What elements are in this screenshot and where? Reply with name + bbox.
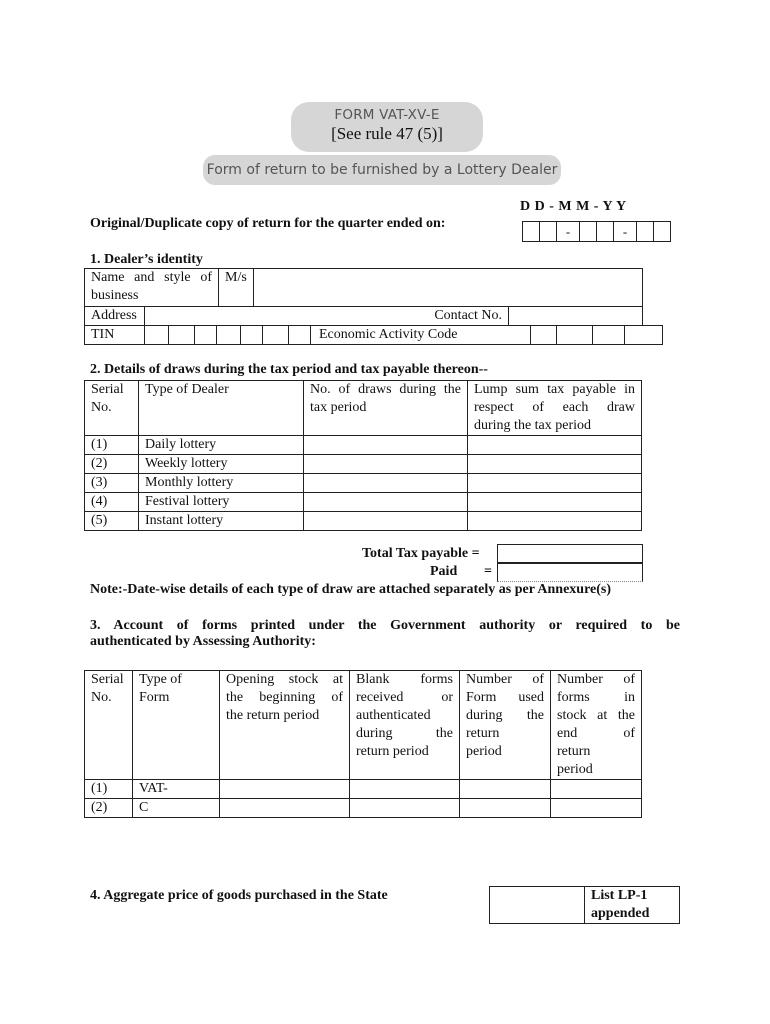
eac-box[interactable] — [531, 326, 557, 345]
draws-input[interactable] — [304, 512, 468, 531]
section1-title: 1. Dealer’s identity — [90, 252, 203, 267]
end-input[interactable] — [551, 799, 642, 818]
tin-label: TIN — [85, 326, 145, 345]
header-text: during the tax period — [474, 418, 592, 433]
end-input[interactable] — [551, 780, 642, 799]
type-cell: Monthly lottery — [139, 474, 304, 493]
tax-input[interactable] — [468, 436, 642, 455]
serial-cell: (5) — [85, 512, 139, 531]
header-text: Form — [139, 690, 170, 705]
header-end — [551, 671, 642, 780]
header-text: received or — [356, 690, 453, 705]
annexure-note: Note:-Date-wise details of each type of draw are attached separately as per Annexure(s) — [90, 582, 612, 597]
draws-input[interactable] — [304, 493, 468, 512]
eac-box[interactable] — [625, 326, 663, 345]
header-used — [460, 671, 551, 780]
date-box: - — [613, 221, 637, 242]
type-cell: C — [133, 799, 220, 818]
header-blank — [350, 671, 460, 780]
section4-title: 4. Aggregate price of goods purchased in the State — [90, 888, 388, 903]
type-cell: VAT- — [133, 780, 220, 799]
name-label-line: Name and style of — [91, 270, 212, 285]
quarter-date-boxes[interactable] — [523, 221, 671, 242]
date-format: D D - M M - Y Y — [520, 199, 627, 214]
header-text: Opening stock at — [226, 672, 343, 687]
header-text: return — [557, 744, 591, 759]
date-box[interactable] — [539, 221, 557, 242]
eac-box[interactable] — [557, 326, 593, 345]
header-text: forms in — [557, 690, 635, 705]
form-name: FORM VAT-XV-E — [334, 107, 440, 123]
name-value-cell[interactable] — [219, 269, 643, 307]
list-lp1-cell — [585, 887, 680, 924]
header-text: tax period — [310, 400, 367, 415]
header-text: the return period — [226, 708, 320, 723]
header-opening — [220, 671, 350, 780]
type-cell: Festival lottery — [139, 493, 304, 512]
header-text: period — [557, 762, 593, 777]
eac-box[interactable] — [593, 326, 625, 345]
type-cell: Instant lottery — [139, 512, 304, 531]
section3-title-line: 3. Account of forms printed under the Government authority or required to be — [90, 618, 680, 633]
header-text: respect of each draw — [474, 400, 635, 415]
header-text: No. of draws during the — [310, 382, 461, 397]
tin-box[interactable] — [289, 326, 311, 345]
serial-cell: (1) — [85, 436, 139, 455]
draws-input[interactable] — [304, 455, 468, 474]
address-label: Address — [85, 307, 145, 326]
date-box[interactable] — [596, 221, 614, 242]
header-draws — [304, 381, 468, 436]
address-table — [84, 306, 643, 326]
used-input[interactable] — [460, 780, 551, 799]
draws-table — [84, 380, 642, 531]
blank-input[interactable] — [350, 799, 460, 818]
section3-title-line: authenticated by Assessing Authority: — [90, 634, 316, 649]
draws-input[interactable] — [304, 436, 468, 455]
header-type: Type of Dealer — [139, 381, 304, 436]
forms-table — [84, 670, 642, 818]
header-text: during the — [356, 726, 453, 741]
table-row — [85, 455, 642, 474]
tax-input[interactable] — [468, 512, 642, 531]
header-text: return — [466, 726, 500, 741]
serial-cell: (2) — [85, 455, 139, 474]
header-text: return period — [356, 744, 429, 759]
quarter-label: Original/Duplicate copy of return for the quarter ended on: — [90, 216, 446, 231]
draws-input[interactable] — [304, 474, 468, 493]
table-row — [85, 474, 642, 493]
header-text: Form used — [466, 690, 544, 705]
date-box[interactable] — [579, 221, 597, 242]
opening-input[interactable] — [220, 780, 350, 799]
used-input[interactable] — [460, 799, 551, 818]
form-subtitle: Form of return to be furnished by a Lottery Dealer — [203, 155, 561, 185]
header-lump — [468, 381, 642, 436]
header-text: No. — [91, 690, 112, 705]
header-text: Serial — [91, 382, 124, 397]
header-text: stock at the — [557, 708, 635, 723]
contact-label: Contact No. — [145, 307, 509, 326]
tin-box[interactable] — [145, 326, 169, 345]
eac-label: Economic Activity Code — [311, 326, 531, 345]
type-cell: Daily lottery — [139, 436, 304, 455]
serial-cell: (2) — [85, 799, 133, 818]
contact-value[interactable] — [509, 307, 643, 326]
header-text: period — [466, 744, 502, 759]
date-box[interactable] — [653, 221, 671, 242]
header-text: No. — [91, 400, 112, 415]
serial-cell: (3) — [85, 474, 139, 493]
form-rule: [See rule 47 (5)] — [331, 124, 443, 143]
tax-input[interactable] — [468, 493, 642, 512]
tax-input[interactable] — [468, 455, 642, 474]
date-box: - — [556, 221, 580, 242]
header-type — [133, 671, 220, 780]
tin-box[interactable] — [195, 326, 217, 345]
aggregate-price-input[interactable] — [490, 887, 585, 924]
serial-cell: (4) — [85, 493, 139, 512]
header-serial — [85, 381, 139, 436]
header-text: during the — [466, 708, 544, 723]
tin-box[interactable] — [263, 326, 289, 345]
list-lp1-text: List LP-1 — [591, 888, 648, 903]
dealer-identity-table — [84, 268, 643, 307]
date-box[interactable] — [522, 221, 540, 242]
type-cell: Weekly lottery — [139, 455, 304, 474]
header-text: Lump sum tax payable in — [474, 382, 635, 397]
header-text: Serial — [91, 672, 124, 687]
paid-equals: = — [484, 564, 492, 579]
header-text: Type of — [139, 672, 182, 687]
table-row — [85, 493, 642, 512]
blank-input[interactable] — [350, 780, 460, 799]
form-title-banner — [291, 102, 483, 152]
table-row — [85, 799, 642, 818]
header-text: the beginning of — [226, 690, 343, 705]
name-label-cell — [85, 269, 219, 307]
header-text: Blank forms — [356, 672, 453, 687]
header-text: end of — [557, 726, 635, 741]
table-row — [85, 780, 642, 799]
serial-cell: (1) — [85, 780, 133, 799]
name-label-line: business — [91, 288, 139, 303]
lp1-table — [489, 886, 680, 924]
section3-title — [90, 618, 680, 650]
list-lp1-text: appended — [591, 906, 650, 921]
tin-box[interactable] — [169, 326, 195, 345]
total-tax-input[interactable] — [497, 544, 643, 563]
ms-label: M/s — [219, 269, 254, 306]
total-tax-label: Total Tax payable = — [362, 546, 480, 561]
paid-input[interactable] — [497, 563, 643, 582]
header-text: authenticated — [356, 708, 431, 723]
table-row — [85, 436, 642, 455]
date-box[interactable] — [636, 221, 654, 242]
header-text: Number of — [557, 672, 635, 687]
opening-input[interactable] — [220, 799, 350, 818]
paid-label: Paid — [430, 564, 458, 579]
tin-box[interactable] — [217, 326, 241, 345]
table-row — [85, 512, 642, 531]
tin-box[interactable] — [241, 326, 263, 345]
section2-title: 2. Details of draws during the tax period and tax payable thereon-- — [90, 362, 488, 377]
tin-table — [84, 325, 663, 345]
header-text: Number of — [466, 672, 544, 687]
tax-input[interactable] — [468, 474, 642, 493]
header-serial — [85, 671, 133, 780]
